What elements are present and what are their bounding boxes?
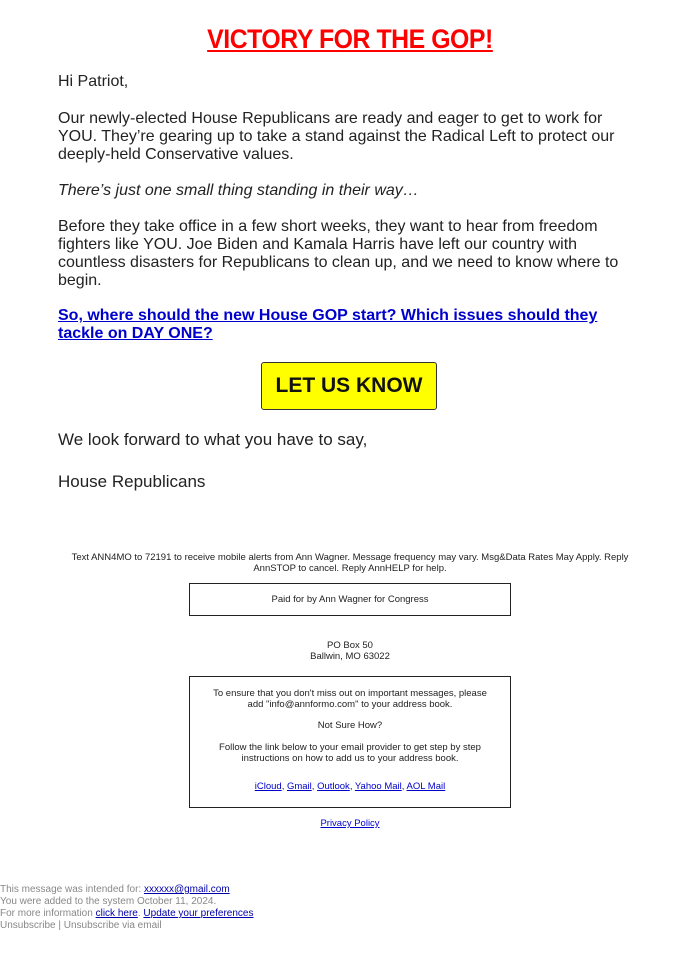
closing-line: We look forward to what you have to say, [58, 430, 368, 449]
provider-links: iCloud, Gmail, Outlook, Yahoo Mail, AOL Mail [254, 781, 446, 792]
unsubscribe-line [0, 920, 400, 932]
privacy-policy-link[interactable]: Privacy Policy [320, 818, 380, 829]
sms-notice: Text ANN4MO to 72191 to receive mobile alerts from Ann Wagner. Message frequency may vary. Msg&Data Rates May Apply. Reply AnnSTOP to cancel. Reply AnnHELP for help. [71, 552, 629, 574]
paid-for-box [189, 583, 511, 616]
update-preferences-link[interactable]: Update your preferences [143, 908, 254, 919]
paragraph-2: There’s just one small thing standing in their way… [58, 182, 419, 199]
unsubscribe-email-link[interactable]: Unsubscribe via email [63, 920, 162, 931]
signoff: House Republicans [58, 472, 206, 491]
click-here-link[interactable]: click here [95, 908, 138, 919]
provider-link-yahoo[interactable]: Yahoo Mail [354, 781, 402, 792]
provider-link-gmail[interactable]: Gmail [286, 781, 312, 792]
paid-for-text: Paid for by Ann Wagner for Congress [271, 594, 429, 605]
greeting: Hi Patriot, [58, 73, 129, 90]
unsubscribe-link[interactable]: Unsubscribe [0, 920, 56, 931]
let-us-know-button[interactable]: LET US KNOW [261, 362, 437, 410]
headline: VICTORY FOR THE GOP! [207, 24, 493, 54]
more-info-label: For more information [0, 908, 96, 919]
intended-email-link[interactable]: xxxxxx@gmail.com [143, 884, 230, 895]
more-info-line: For more information click here. Update your preferences [0, 908, 254, 919]
mailing-address [0, 640, 700, 662]
intended-line [0, 884, 400, 896]
email-footer [0, 884, 400, 932]
provider-link-aol[interactable]: AOL Mail [406, 781, 446, 792]
address-line-1: PO Box 50 [327, 640, 373, 651]
not-sure-how: Not Sure How? [317, 720, 383, 731]
address-line-2: Ballwin, MO 63022 [310, 651, 390, 662]
address-book-box [189, 676, 511, 808]
paragraph-1: Our newly-elected House Republicans are ready and eager to get to work for YOU. They’re gearing up to take a stand against the Radical Left to protect our deeply-held Conservative values. [58, 110, 615, 163]
separator: | [55, 920, 64, 931]
added-date: You were added to the system October 11, 2024. [0, 896, 217, 907]
survey-link[interactable]: So, where should the new House GOP start? Which issues should they tackle on DAY ONE? [58, 307, 598, 342]
paragraph-3: Before they take office in a few short weeks, they want to hear from freedom fighters like YOU. Joe Biden and Kamala Harris have left our country with countless disasters for Republicans to clean up, and we need to know where to begin. [58, 218, 619, 289]
provider-link-icloud[interactable]: iCloud [254, 781, 282, 792]
provider-link-outlook[interactable]: Outlook [317, 781, 350, 792]
address-book-instruction: To ensure that you don't miss out on important messages, please add "info@annformo.com" to your address book. [213, 688, 487, 710]
provider-instruction: Follow the link below to your email provider to get step by step instructions on how to add us to your address book. [219, 742, 481, 764]
intended-label: This message was intended for: [0, 884, 144, 895]
